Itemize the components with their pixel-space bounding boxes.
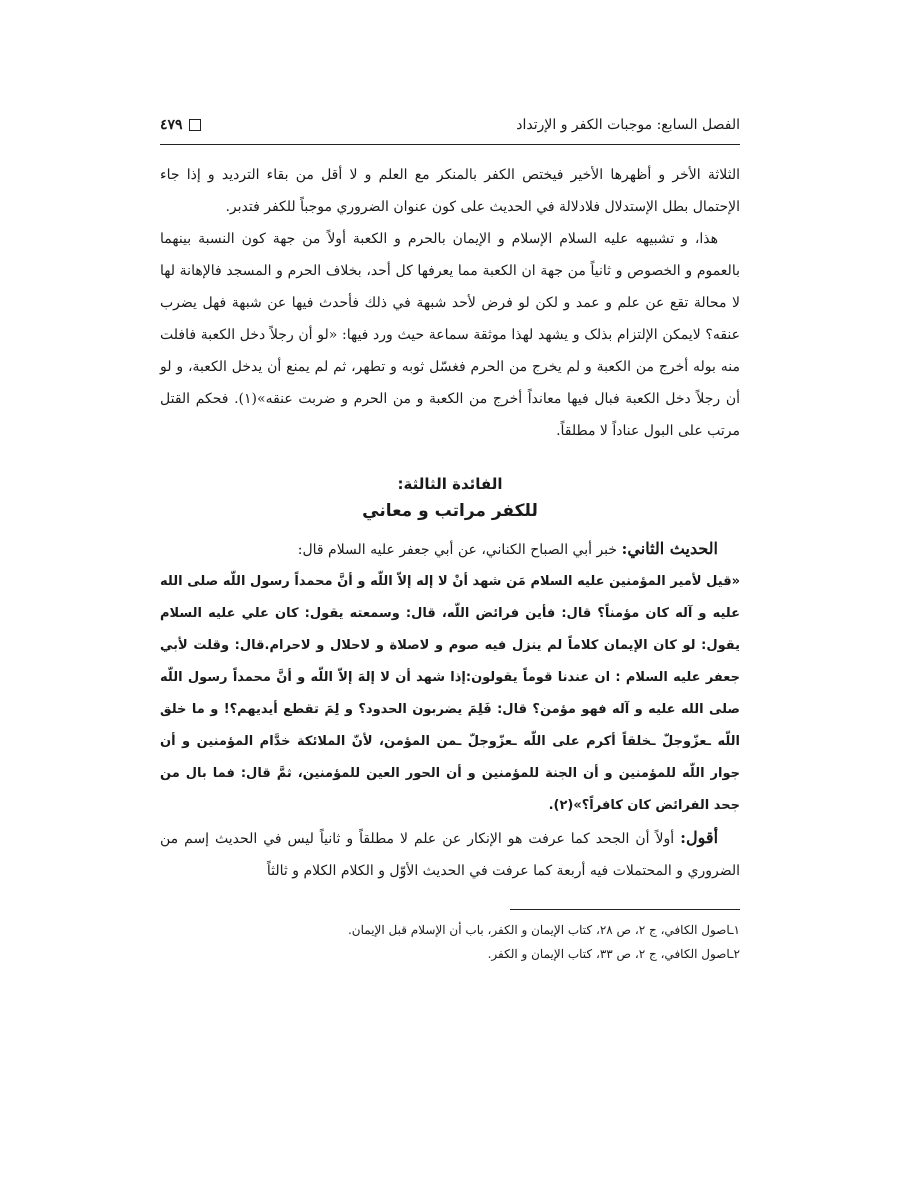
paragraph-kaaba-analogy: هذا، و تشبيهه عليه السلام الإسلام و الإيمان بالحرم و الكعبة أولاً من جهة كون النسبة بينهما بالعموم و الخصوص و ثانياً من جهة ان الكعبة مما يعرفها كل أحد، بخلاف الحرم و المسجد فالإهانة لها لا محالة تقع عن علم و عمد و لكن لو فرض لأحد شبهة في ذلك فأحدث فيها عن شبهة فهل يضرب عنقه؟ لايمكن الإلتزام بذلک و يشهد لهذا موثقة سماعة حيث ورد فيها: «لو أن رجلاً دخل الكعبة فافلت منه بوله أخرج من الكعبة و لم يخرج من الحرم فغسّل ثوبه و تطهر، ثم لم يمنع أن يدخل الكعبة، و لو أن رجلاً دخل الكعبة فبال فيها معانداً أخرج من الكعبة و من الحرم و ضربت عنقه»(١). فحكم القتل مرتب على البول عناداً لا مطلقاً. — [160, 231, 740, 439]
page-number: ٤٧٩ — [160, 117, 183, 133]
page-body — [160, 159, 740, 966]
page-header — [160, 110, 740, 145]
square-bullet-icon — [189, 119, 201, 131]
commentary-paragraph — [160, 822, 740, 887]
hadith-intro — [160, 533, 740, 566]
hadith-narration-chain: خبر أبي الصباح الكناني، عن أبي جعفر عليه السلام قال: — [297, 542, 618, 558]
footnote-divider — [510, 909, 740, 910]
hadith-label: الحديث الثاني: — [621, 539, 718, 558]
commentary-label: أقول: — [680, 828, 719, 847]
page-number-group — [160, 117, 201, 133]
section-subheading: للكفر مراتب و معاني — [362, 501, 538, 521]
footnote-1: ١ـاصول الكافي، ج ٢، ص ٢٨، كتاب الإيمان و الكفر، باب أن الإسلام قبل الإيمان. — [347, 923, 740, 937]
section-heading: الفائدة الثالثة: — [397, 475, 503, 493]
footnote-2: ٢ـاصول الكافي، ج ٢، ص ٣٣، كتاب الإيمان و الكفر. — [487, 947, 740, 961]
paragraph-continuation: الثلاثة الأخر و أظهرها الأخير فيختص الكفر بالمنكر مع العلم و لا أقل من بقاء الترديد و إذا جاء الإحتمال بطل الإستدلال فلادلالة في الحديث على كون عنوان الضروري موجباً للكفر فتدبر. — [160, 167, 740, 215]
hadith-text: «قيل لأمير المؤمنين عليه السلام مَن شهد أنْ لا إله إلاّ اللّه و أنَّ محمداً رسول اللّه صلى الله عليه و آله كان مؤمناً؟ قال: فأين فرائض اللّه، قال: وسمعته يقول: كان علي عليه السلام يقول: لو كان الإيمان كلاماً لم ينزل فيه صوم و لاصلاة و لاحلال و لاحرام.قال: وقلت لأبي جعفر عليه السلام : ان عندنا قوماً يقولون:إذا شهد أن لا إلهَ إلاّ اللّه و أنَّ محمداً رسول اللّه صلى الله عليه و آله فهو مؤمن؟ قال: فَلِمَ يضربون الحدود؟ و لِمَ تقطع أيديهم؟! و ما خلق اللّه ـعزّوجلّ ـخلقاً أكرم على اللّه ـعزّوجلّ ـمن المؤمن، لأنّ الملائكة خدَّام المؤمنين و أن جوار اللّه للمؤمنين و أن الجنة للمؤمنين و أن الحور العين للمؤمنين، ثمَّ قال: فما بال من جحد الفرائض كان كافراً؟»(٢). — [160, 574, 740, 813]
chapter-title: الفصل السابع: موجبات الكفر و الإرتداد — [516, 117, 740, 133]
book-page — [160, 110, 740, 966]
commentary-text: أولاً أن الجحد كما عرفت هو الإنكار عن علم لا مطلقاً و ثانياً ليس في الحديث إسم من الضروري و المحتملات فيه أربعة كما عرفت في الحديث الأوّل و الكلام الكلام و ثالثاً — [160, 831, 740, 879]
footnotes — [160, 918, 740, 966]
